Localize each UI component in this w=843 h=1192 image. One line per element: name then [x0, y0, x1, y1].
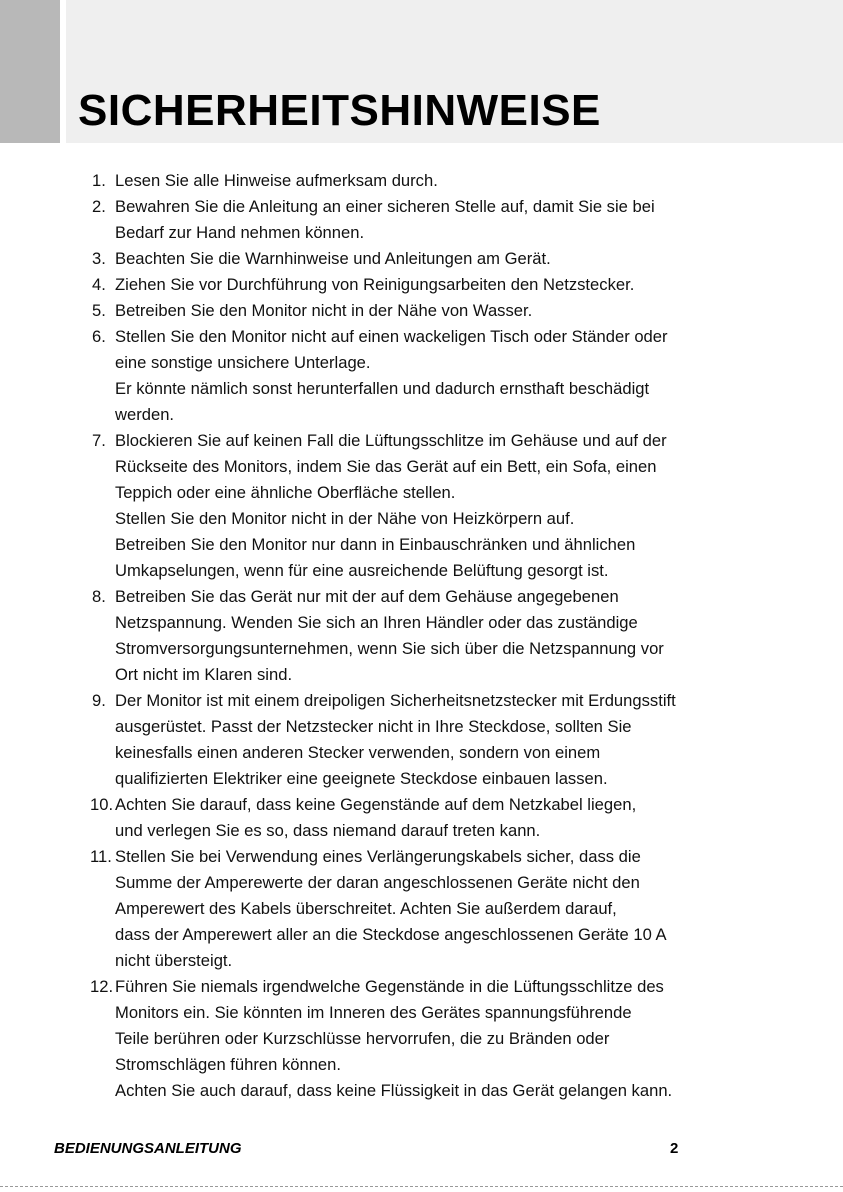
list-item-line: keinesfalls einen anderen Stecker verwenden, sondern von einem: [115, 743, 601, 762]
list-item: [92, 688, 822, 792]
list-item-line: Betreiben Sie das Gerät nur mit der auf dem Gehäuse angegebenen: [115, 587, 619, 606]
list-item-line: Beachten Sie die Warnhinweise und Anleitungen am Gerät.: [115, 249, 551, 268]
list-item-line: Umkapselungen, wenn für eine ausreichende Belüftung gesorgt ist.: [115, 561, 609, 580]
list-item-text: [115, 974, 822, 1104]
list-item-line: Monitors ein. Sie könnten im Inneren des Gerätes spannungsführende: [115, 1003, 632, 1022]
list-item-line: Summe der Amperewerte der daran angeschlossenen Geräte nicht den: [115, 873, 640, 892]
list-item-text: [115, 844, 822, 974]
list-item-line: Blockieren Sie auf keinen Fall die Lüftungsschlitze im Gehäuse und auf der: [115, 431, 667, 450]
list-item-line: qualifizierten Elektriker eine geeignete Steckdose einbauen lassen.: [115, 769, 608, 788]
list-item-line: Stellen Sie bei Verwendung eines Verlängerungskabels sicher, dass die: [115, 847, 641, 866]
list-item: [92, 272, 822, 298]
list-item: [92, 428, 822, 584]
list-item: [92, 194, 822, 246]
list-item-line: Achten Sie auch darauf, dass keine Flüssigkeit in das Gerät gelangen kann.: [115, 1081, 673, 1100]
list-item: [92, 584, 822, 688]
list-item-text: [115, 194, 822, 246]
list-item-number: 2.: [92, 197, 106, 216]
list-item: [92, 298, 822, 324]
list-item-line: Stellen Sie den Monitor nicht auf einen wackeligen Tisch oder Ständer oder: [115, 327, 668, 346]
list-item-line: Er könnte nämlich sonst herunterfallen und dadurch ernsthaft beschädigt: [115, 379, 650, 398]
list-item-text: [115, 246, 822, 272]
list-item-line: Stellen Sie den Monitor nicht in der Nähe von Heizkörpern auf.: [115, 509, 575, 528]
list-item-line: Führen Sie niemals irgendwelche Gegenstände in die Lüftungsschlitze des: [115, 977, 664, 996]
list-item-number: 11.: [90, 847, 112, 866]
list-item-line: Betreiben Sie den Monitor nicht in der Nähe von Wasser.: [115, 301, 533, 320]
list-item-number: 7.: [92, 431, 106, 450]
list-item-number: 8.: [92, 587, 106, 606]
list-item: [92, 246, 822, 272]
list-item-number: 9.: [92, 691, 106, 710]
list-item-line: und verlegen Sie es so, dass niemand darauf treten kann.: [115, 821, 541, 840]
list-item-number: 4.: [92, 275, 106, 294]
footer-page-number: 2: [670, 1140, 679, 1157]
page-title: SICHERHEITSHINWEISE: [78, 86, 601, 135]
list-item-line: Amperewert des Kabels überschreitet. Achten Sie außerdem darauf,: [115, 899, 617, 918]
list-item-line: Ziehen Sie vor Durchführung von Reinigungsarbeiten den Netzstecker.: [115, 275, 635, 294]
list-item-line: Teile berühren oder Kurzschlüsse hervorrufen, die zu Bränden oder: [115, 1029, 610, 1048]
list-item-text: [115, 324, 822, 428]
list-item-line: Lesen Sie alle Hinweise aufmerksam durch.: [115, 171, 438, 190]
list-item-number: 1.: [92, 171, 106, 190]
list-item-line: Stromversorgungsunternehmen, wenn Sie sich über die Netzspannung vor: [115, 639, 664, 658]
list-item-line: dass der Amperewert aller an die Steckdose angeschlossenen Geräte 10 A: [115, 925, 667, 944]
list-item-number: 12.: [90, 977, 114, 996]
list-item-line: werden.: [115, 405, 175, 424]
list-item-text: [115, 272, 822, 298]
list-item-line: nicht übersteigt.: [115, 951, 233, 970]
list-item-line: Stromschlägen führen können.: [115, 1055, 342, 1074]
list-item: [92, 168, 822, 194]
side-tab: [0, 0, 60, 143]
list-item-line: Teppich oder eine ähnliche Oberfläche stellen.: [115, 483, 456, 502]
list-item-text: [115, 584, 822, 688]
list-item-text: [115, 168, 822, 194]
list-item-text: [115, 792, 822, 844]
list-item-text: [115, 298, 822, 324]
list-item-line: Bedarf zur Hand nehmen können.: [115, 223, 365, 242]
list-item-line: Betreiben Sie den Monitor nur dann in Einbauschränken und ähnlichen: [115, 535, 636, 554]
safety-instructions-list: [92, 168, 822, 1104]
list-item: [92, 974, 822, 1104]
list-item-line: ausgerüstet. Passt der Netzstecker nicht in Ihre Steckdose, sollten Sie: [115, 717, 632, 736]
list-item: [92, 324, 822, 428]
bottom-dashed-rule: [0, 1186, 843, 1187]
list-item-line: Rückseite des Monitors, indem Sie das Gerät auf ein Bett, ein Sofa, einen: [115, 457, 657, 476]
list-item-line: Der Monitor ist mit einem dreipoligen Sicherheitsnetzstecker mit Erdungsstift: [115, 691, 676, 710]
list-item-line: Netzspannung. Wenden Sie sich an Ihren Händler oder das zuständige: [115, 613, 638, 632]
list-item-number: 5.: [92, 301, 106, 320]
footer-manual-label: BEDIENUNGSANLEITUNG: [54, 1140, 242, 1157]
list-item-number: 3.: [92, 249, 106, 268]
list-item-line: Achten Sie darauf, dass keine Gegenstände auf dem Netzkabel liegen,: [115, 795, 637, 814]
list-item-line: Ort nicht im Klaren sind.: [115, 665, 293, 684]
list-item-line: eine sonstige unsichere Unterlage.: [115, 353, 371, 372]
list-item-text: [115, 688, 822, 792]
list-item-number: 10.: [90, 795, 114, 814]
list-item: [92, 792, 822, 844]
list-item-text: [115, 428, 822, 584]
list-item-line: Bewahren Sie die Anleitung an einer sicheren Stelle auf, damit Sie sie bei: [115, 197, 655, 216]
list-item-number: 6.: [92, 327, 106, 346]
list-item: [92, 844, 822, 974]
